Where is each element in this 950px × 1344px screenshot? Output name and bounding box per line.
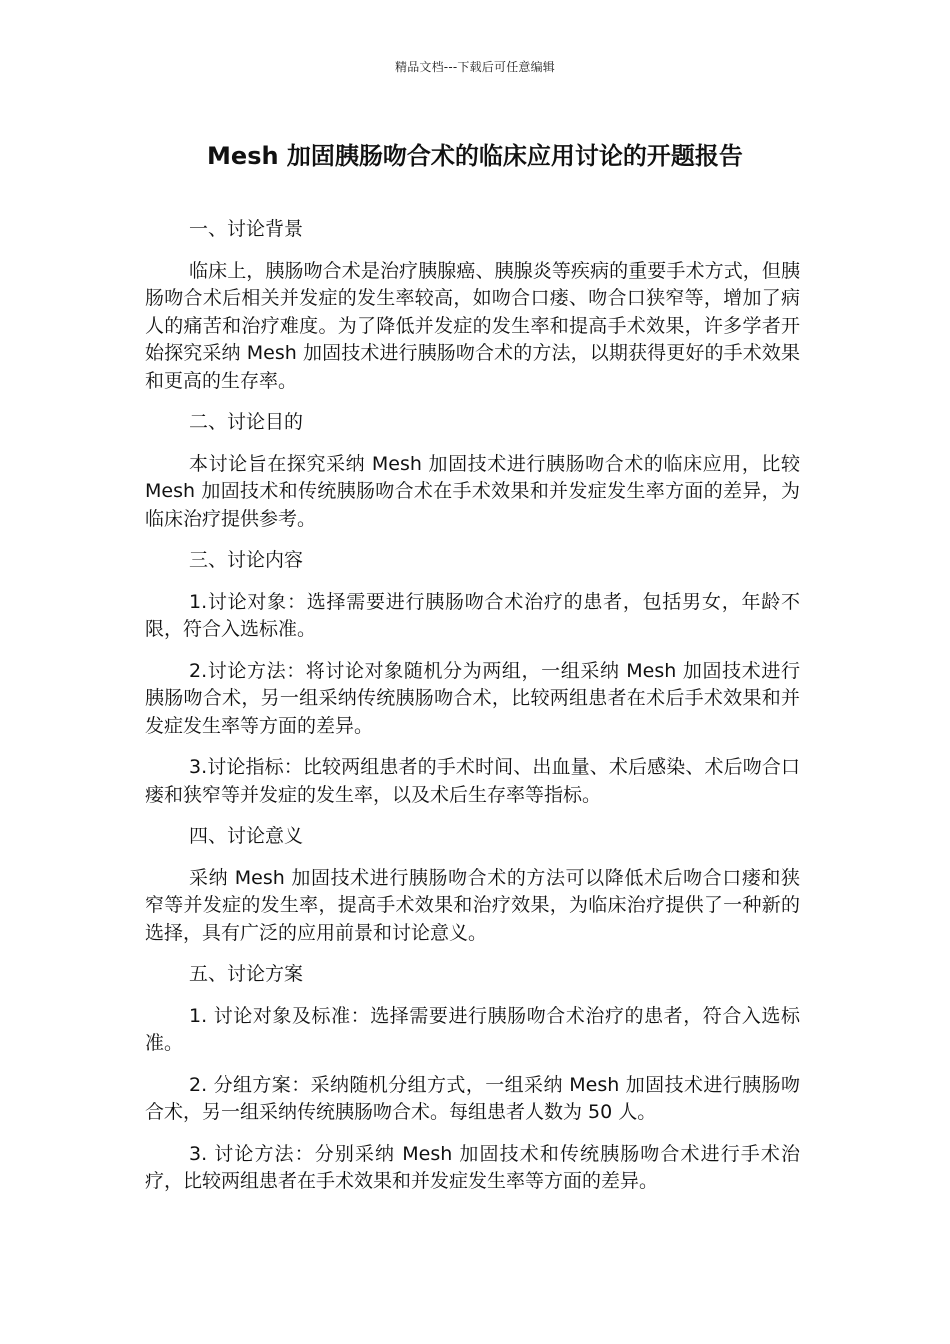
plan-item-grouping: 2. 分组方案：采纳随机分组方式，一组采纳 Mesh 加固技术进行胰肠吻合术，另一组采纳传统胰肠吻合术。每组患者人数为 50 人。 [145,1073,800,1123]
content-item-indicators: 3.讨论指标：比较两组患者的手术时间、出血量、术后感染、术后吻合口瘘和狭窄等并发症的发生率，以及术后生存率等指标。 [145,756,800,806]
section-heading-plan: 五、讨论方案 [189,963,304,985]
content-item-methods: 2.讨论方法：将讨论对象随机分为两组，一组采纳 Mesh 加固技术进行胰肠吻合术，另一组采纳传统胰肠吻合术，比较两组患者在术后手术效果和并发症发生率等方面的差异。 [145,659,800,737]
plan-item-methods: 3. 讨论方法：分别采纳 Mesh 加固技术和传统胰肠吻合术进行手术治疗，比较两组患者在手术效果和并发症发生率等方面的差异。 [145,1142,800,1192]
background-paragraph: 临床上，胰肠吻合术是治疗胰腺癌、胰腺炎等疾病的重要手术方式，但胰肠吻合术后相关并发症的发生率较高，如吻合口瘘、吻合口狭窄等，增加了病人的痛苦和治疗难度。为了降低并发症的发生率和提高手术效果，许多学者开始探究采纳 Mesh 加固技术进行胰肠吻合术的方法，以期获得更好的手术效果和更高的生存率。 [145,259,800,392]
section-heading-content: 三、讨论内容 [189,549,304,571]
page-header: 精品文档---下载后可任意编辑 [395,60,555,74]
document-body [145,216,800,1210]
content-item-subjects: 1.讨论对象：选择需要进行胰肠吻合术治疗的患者，包括男女，年龄不限，符合入选标准。 [145,590,800,640]
section-heading-purpose: 二、讨论目的 [189,411,304,433]
section-heading-significance: 四、讨论意义 [189,825,304,847]
plan-item-subjects: 1. 讨论对象及标准：选择需要进行胰肠吻合术治疗的患者，符合入选标准。 [145,1004,800,1054]
purpose-paragraph: 本讨论旨在探究采纳 Mesh 加固技术进行胰肠吻合术的临床应用，比较 Mesh 加固技术和传统胰肠吻合术在手术效果和并发症发生率方面的差异，为临床治疗提供参考。 [145,452,800,530]
document-title: Mesh 加固胰肠吻合术的临床应用讨论的开题报告 [207,142,743,170]
section-heading-background: 一、讨论背景 [189,218,304,240]
significance-paragraph: 采纳 Mesh 加固技术进行胰肠吻合术的方法可以降低术后吻合口瘘和狭窄等并发症的发生率，提高手术效果和治疗效果，为临床治疗提供了一种新的选择，具有广泛的应用前景和讨论意义。 [145,866,800,944]
